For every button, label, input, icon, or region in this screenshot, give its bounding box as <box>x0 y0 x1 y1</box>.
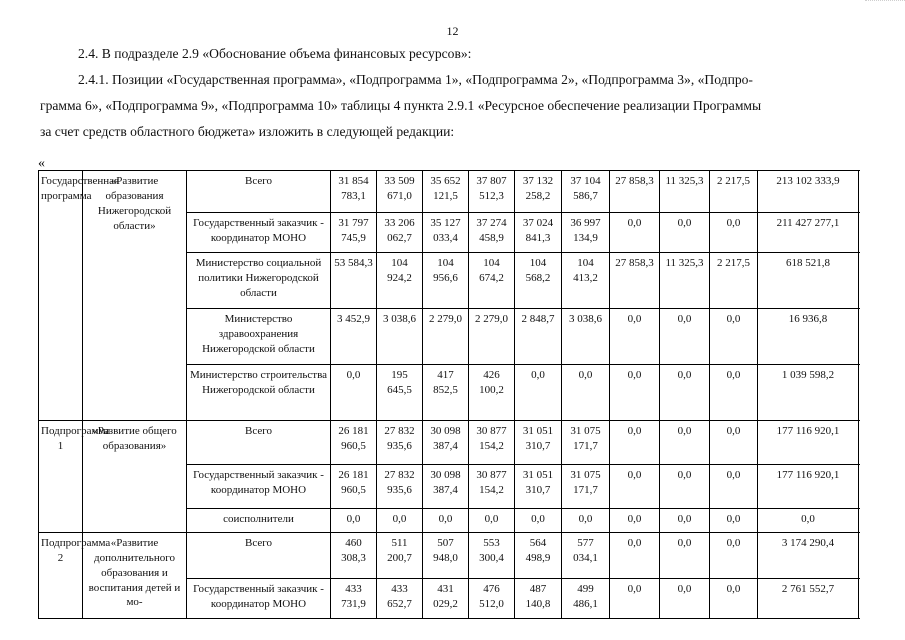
instruction-line-3: за счет средств областного бюджета» изложить в следующей редакции: <box>40 124 455 139</box>
value-cell: 37 132 258,2 <box>515 171 562 213</box>
value-cell: 0,0 <box>610 421 660 465</box>
value-cell: 0,0 <box>758 509 859 533</box>
value-cell: 476 512,0 <box>469 579 515 619</box>
value-cell: 0,0 <box>377 509 423 533</box>
value-cell: 0,0 <box>610 213 660 253</box>
table-row <box>39 171 859 213</box>
value-cell: 35 652 121,5 <box>423 171 469 213</box>
value-cell: 2 848,7 <box>515 309 562 365</box>
row-label-cell: Всего <box>187 171 331 213</box>
value-cell: 3 038,6 <box>377 309 423 365</box>
value-cell: 0,0 <box>660 421 710 465</box>
value-cell: 37 274 458,9 <box>469 213 515 253</box>
value-cell: 2 761 552,7 <box>758 579 859 619</box>
value-cell: 37 104 586,7 <box>562 171 610 213</box>
program-name-cell: «Развитие общего образования» <box>83 421 187 533</box>
value-cell: 0,0 <box>710 213 758 253</box>
row-label-cell: соисполнители <box>187 509 331 533</box>
value-cell: 33 509 671,0 <box>377 171 423 213</box>
value-cell: 0,0 <box>710 579 758 619</box>
value-cell: 487 140,8 <box>515 579 562 619</box>
value-cell: 37 807 512,3 <box>469 171 515 213</box>
value-cell: 2 217,5 <box>710 253 758 309</box>
value-cell: 26 181 960,5 <box>331 465 377 509</box>
value-cell: 0,0 <box>660 533 710 579</box>
row-label-cell: Государственный заказчик - координатор МОНО <box>187 579 331 619</box>
value-cell: 2 279,0 <box>423 309 469 365</box>
value-cell: 30 877 154,2 <box>469 421 515 465</box>
row-label-cell: Государственный заказчик - координатор МОНО <box>187 465 331 509</box>
program-level-cell: Подпрограмма 1 <box>39 421 83 533</box>
value-cell: 26 181 960,5 <box>331 421 377 465</box>
row-label-cell: Министерство здравоохранения Нижегородской области <box>187 309 331 365</box>
instruction-line-2: грамма 6», «Подпрограмма 9», «Подпрограмма 10» таблицы 4 пункта 2.9.1 «Ресурсное обеспечение реализации Программы <box>40 98 762 113</box>
value-cell: 16 936,8 <box>758 309 859 365</box>
value-cell: 3 452,9 <box>331 309 377 365</box>
value-cell: 618 521,8 <box>758 253 859 309</box>
value-cell: 0,0 <box>710 465 758 509</box>
row-label-cell: Всего <box>187 533 331 579</box>
value-cell: 31 797 745,9 <box>331 213 377 253</box>
value-cell: 2 279,0 <box>469 309 515 365</box>
value-cell: 577 034,1 <box>562 533 610 579</box>
value-cell: 177 116 920,1 <box>758 465 859 509</box>
value-cell: 33 206 062,7 <box>377 213 423 253</box>
value-cell: 2 217,5 <box>710 171 758 213</box>
value-cell: 0,0 <box>610 309 660 365</box>
row-label-cell: Министерство социальной политики Нижегородской области <box>187 253 331 309</box>
value-cell: 1 039 598,2 <box>758 365 859 421</box>
value-cell: 104 568,2 <box>515 253 562 309</box>
value-cell: 31 854 783,1 <box>331 171 377 213</box>
page-number: 12 <box>446 24 459 38</box>
row-label-cell: Государственный заказчик - координатор МОНО <box>187 213 331 253</box>
value-cell: 53 584,3 <box>331 253 377 309</box>
value-cell: 3 174 290,4 <box>758 533 859 579</box>
table-row <box>39 533 859 579</box>
value-cell: 0,0 <box>610 579 660 619</box>
table-row <box>39 421 859 465</box>
row-label-cell: Всего <box>187 421 331 465</box>
value-cell: 213 102 333,9 <box>758 171 859 213</box>
value-cell: 0,0 <box>660 509 710 533</box>
value-cell: 431 029,2 <box>423 579 469 619</box>
value-cell: 0,0 <box>710 509 758 533</box>
value-cell: 30 098 387,4 <box>423 421 469 465</box>
value-cell: 104 413,2 <box>562 253 610 309</box>
value-cell: 0,0 <box>660 465 710 509</box>
value-cell: 30 098 387,4 <box>423 465 469 509</box>
value-cell: 0,0 <box>562 509 610 533</box>
value-cell: 507 948,0 <box>423 533 469 579</box>
value-cell: 0,0 <box>469 509 515 533</box>
value-cell: 31 051 310,7 <box>515 421 562 465</box>
instruction-paragraph <box>40 67 858 145</box>
section-heading: 2.4. В подразделе 2.9 «Обоснование объема финансовых ресурсов»: <box>78 46 472 61</box>
value-cell: 0,0 <box>660 579 710 619</box>
value-cell: 0,0 <box>660 213 710 253</box>
value-cell: 553 300,4 <box>469 533 515 579</box>
value-cell: 27 832 935,6 <box>377 421 423 465</box>
program-name-cell: «Развитие образования Нижегородской области» <box>83 171 187 421</box>
value-cell: 0,0 <box>610 509 660 533</box>
value-cell: 0,0 <box>423 509 469 533</box>
value-cell: 27 858,3 <box>610 171 660 213</box>
value-cell: 104 924,2 <box>377 253 423 309</box>
value-cell: 417 852,5 <box>423 365 469 421</box>
value-cell: 433 652,7 <box>377 579 423 619</box>
value-cell: 0,0 <box>331 509 377 533</box>
value-cell: 31 051 310,7 <box>515 465 562 509</box>
value-cell: 0,0 <box>660 365 710 421</box>
value-cell: 31 075 171,7 <box>562 465 610 509</box>
value-cell: 30 877 154,2 <box>469 465 515 509</box>
value-cell: 195 645,5 <box>377 365 423 421</box>
value-cell: 0,0 <box>515 509 562 533</box>
value-cell: 426 100,2 <box>469 365 515 421</box>
value-cell: 11 325,3 <box>660 253 710 309</box>
value-cell: 27 858,3 <box>610 253 660 309</box>
program-name-cell: «Развитие дополнительного образования и воспитания детей и мо- <box>83 533 187 619</box>
value-cell: 104 674,2 <box>469 253 515 309</box>
value-cell: 0,0 <box>610 465 660 509</box>
instruction-line-1: 2.4.1. Позиции «Государственная программа», «Подпрограмма 1», «Подпрограмма 2», «Подпрограмма 3», «Подпро- <box>78 72 753 87</box>
opening-quote: « <box>38 156 45 171</box>
financing-table <box>38 170 859 619</box>
value-cell: 433 731,9 <box>331 579 377 619</box>
value-cell: 36 997 134,9 <box>562 213 610 253</box>
program-level-cell: Государственная программа <box>39 171 83 421</box>
value-cell: 11 325,3 <box>660 171 710 213</box>
value-cell: 499 486,1 <box>562 579 610 619</box>
value-cell: 0,0 <box>331 365 377 421</box>
value-cell: 31 075 171,7 <box>562 421 610 465</box>
value-cell: 211 427 277,1 <box>758 213 859 253</box>
value-cell: 0,0 <box>710 421 758 465</box>
top-edge-mark <box>865 0 905 4</box>
value-cell: 0,0 <box>710 533 758 579</box>
value-cell: 27 832 935,6 <box>377 465 423 509</box>
value-cell: 511 200,7 <box>377 533 423 579</box>
value-cell: 460 308,3 <box>331 533 377 579</box>
value-cell: 0,0 <box>660 309 710 365</box>
value-cell: 0,0 <box>610 533 660 579</box>
value-cell: 564 498,9 <box>515 533 562 579</box>
value-cell: 0,0 <box>710 365 758 421</box>
program-level-cell: Подпрограмма 2 <box>39 533 83 619</box>
value-cell: 0,0 <box>562 365 610 421</box>
value-cell: 0,0 <box>610 365 660 421</box>
value-cell: 104 956,6 <box>423 253 469 309</box>
value-cell: 35 127 033,4 <box>423 213 469 253</box>
value-cell: 37 024 841,3 <box>515 213 562 253</box>
value-cell: 3 038,6 <box>562 309 610 365</box>
value-cell: 0,0 <box>515 365 562 421</box>
row-label-cell: Министерство строительства Нижегородской области <box>187 365 331 421</box>
value-cell: 0,0 <box>710 309 758 365</box>
value-cell: 177 116 920,1 <box>758 421 859 465</box>
